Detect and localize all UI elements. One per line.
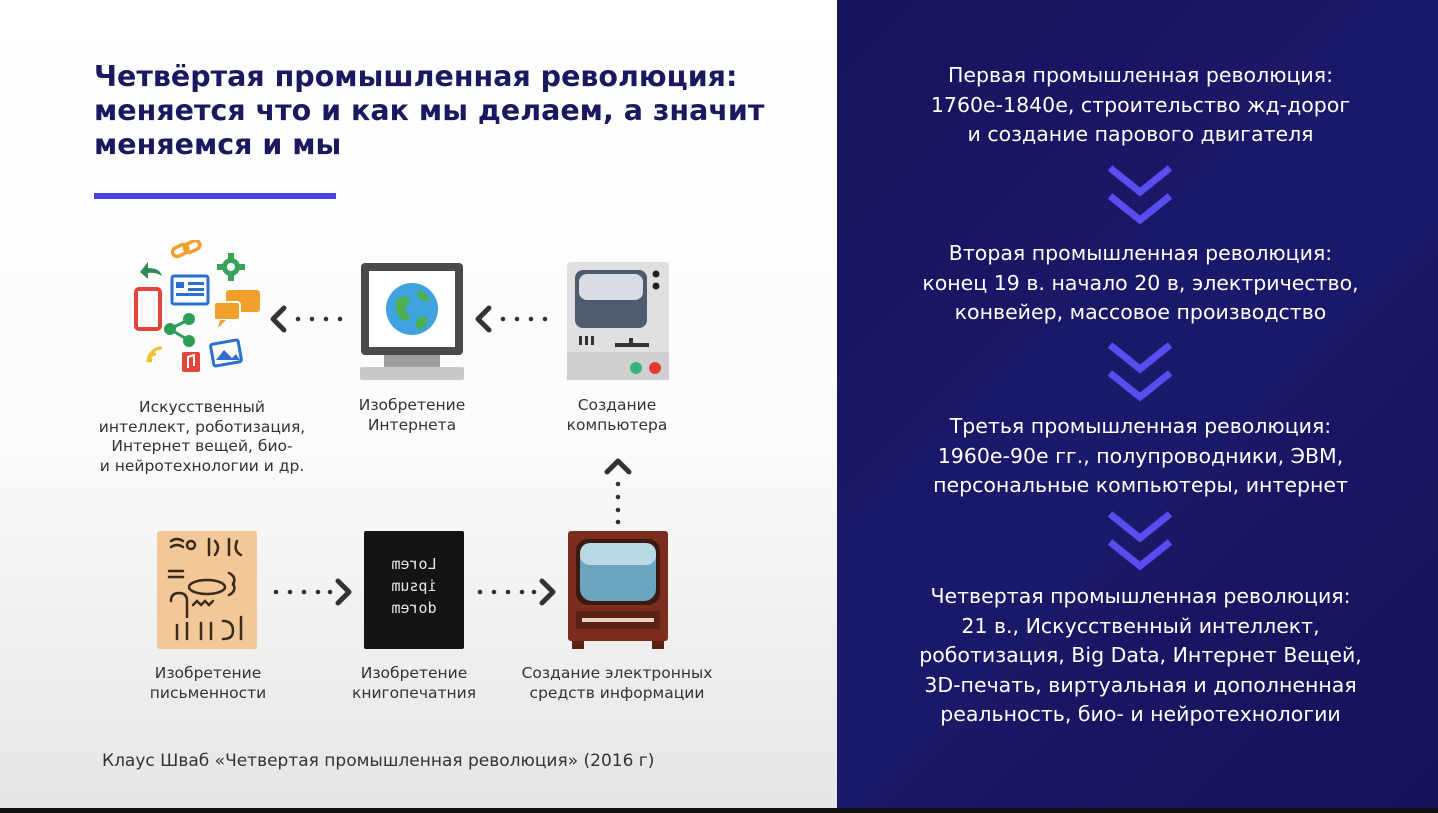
revolution-line: и создание парового двигателя xyxy=(967,122,1314,146)
caption-line: Создание электронных xyxy=(521,664,713,682)
title-line: меняется что и как мы делаем, а значит xyxy=(94,94,765,127)
title-underline xyxy=(94,193,336,199)
revolution-line: 21 в., Искусственный интеллект, xyxy=(961,613,1320,638)
caption-line: компьютера xyxy=(566,415,668,434)
book-icon xyxy=(364,531,464,649)
book-text-line: dorem xyxy=(391,599,437,617)
caption-line: Интернет вещей, био- xyxy=(111,437,293,455)
right-arrow-dotted xyxy=(474,578,556,606)
book-text-line: Lorem xyxy=(391,555,437,573)
retro-computer-icon xyxy=(567,262,669,380)
title-line: меняемся и мы xyxy=(94,128,342,161)
revolution-heading: Третья промышленная революция: xyxy=(949,414,1332,438)
caption-line: интеллект, роботизация, xyxy=(98,417,306,436)
revolution-line: 1760е-1840е, строительство жд-дорог xyxy=(930,92,1351,117)
revolution-line: 3D-печать, виртуальная и дополненная xyxy=(924,672,1357,697)
caption-line: Изобретение xyxy=(360,664,468,682)
caption-ai xyxy=(82,398,322,476)
caption-media xyxy=(512,664,722,703)
source-citation: Клаус Шваб «Четвертая промышленная революция» (2016 г) xyxy=(102,751,655,771)
revolution-heading: Первая промышленная революция: xyxy=(948,63,1333,87)
revolution-2 xyxy=(888,239,1393,328)
revolution-3 xyxy=(888,412,1393,501)
tv-icon xyxy=(568,531,668,649)
caption-line: Изобретение xyxy=(154,664,262,682)
revolution-4 xyxy=(888,582,1393,730)
chevron-down-icon xyxy=(1106,510,1174,574)
slide-title xyxy=(94,60,794,162)
chevron-down-icon xyxy=(1106,341,1174,405)
caption-line: книгопечатния xyxy=(351,683,477,702)
caption-line: средств информации xyxy=(529,683,705,702)
caption-internet xyxy=(337,396,487,435)
revolution-heading: Вторая промышленная революция: xyxy=(948,241,1333,265)
revolution-1 xyxy=(888,61,1393,150)
caption-line: Изобретение xyxy=(358,396,466,414)
book-text-line: ipsum xyxy=(391,577,437,595)
revolution-line: реальность, био- и нейротехнологии xyxy=(940,702,1341,726)
left-arrow-dotted xyxy=(270,305,352,333)
apps-collage-icon xyxy=(132,240,266,376)
caption-printing xyxy=(339,664,489,703)
hieroglyphs-icon xyxy=(157,531,257,649)
caption-line: Создание xyxy=(577,396,657,414)
caption-line: Интернета xyxy=(367,415,457,434)
caption-line: письменности xyxy=(149,683,267,702)
left-arrow-dotted xyxy=(475,305,557,333)
revolution-line: конвейер, массовое производство xyxy=(954,300,1327,324)
chevron-down-icon xyxy=(1106,164,1174,228)
revolution-line: 1960е-90е гг., полупроводники, ЭВМ, xyxy=(937,443,1344,468)
title-line: Четвёртая промышленная революция: xyxy=(94,60,738,93)
caption-writing xyxy=(133,664,283,703)
monitor-globe-icon xyxy=(360,262,464,380)
revolution-heading: Четвертая промышленная революция: xyxy=(930,584,1351,608)
right-arrow-dotted xyxy=(270,578,352,606)
caption-line: Искусственный xyxy=(139,398,265,416)
bottom-edge xyxy=(0,808,1438,813)
up-arrow-dotted xyxy=(604,458,632,526)
revolution-line: персональные компьютеры, интернет xyxy=(933,473,1348,497)
revolution-line: конец 19 в. начало 20 в, электричество, xyxy=(922,270,1359,295)
caption-computer xyxy=(542,396,692,435)
revolution-line: роботизация, Big Data, Интернет Вещей, xyxy=(919,643,1362,667)
caption-line: и нейротехнологии и др. xyxy=(99,456,305,475)
